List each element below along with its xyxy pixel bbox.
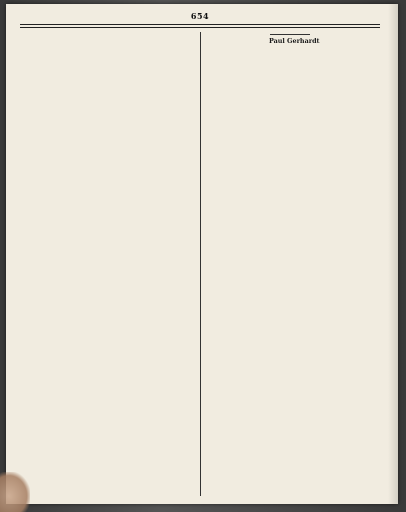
text-columns xyxy=(20,32,380,496)
page-number: 654 xyxy=(190,11,210,21)
header-left-spacer xyxy=(20,12,60,20)
page-header xyxy=(20,10,380,22)
book-page xyxy=(6,4,398,504)
subheading-rule xyxy=(270,34,310,35)
right-column xyxy=(201,32,381,496)
section-subheading: Paul Gerhardt xyxy=(268,37,320,45)
header-rule xyxy=(20,24,380,28)
header-right-spacer xyxy=(340,12,380,20)
page-edge-shadow xyxy=(388,4,398,504)
left-column xyxy=(20,32,200,496)
scanner-thumb xyxy=(0,472,30,512)
